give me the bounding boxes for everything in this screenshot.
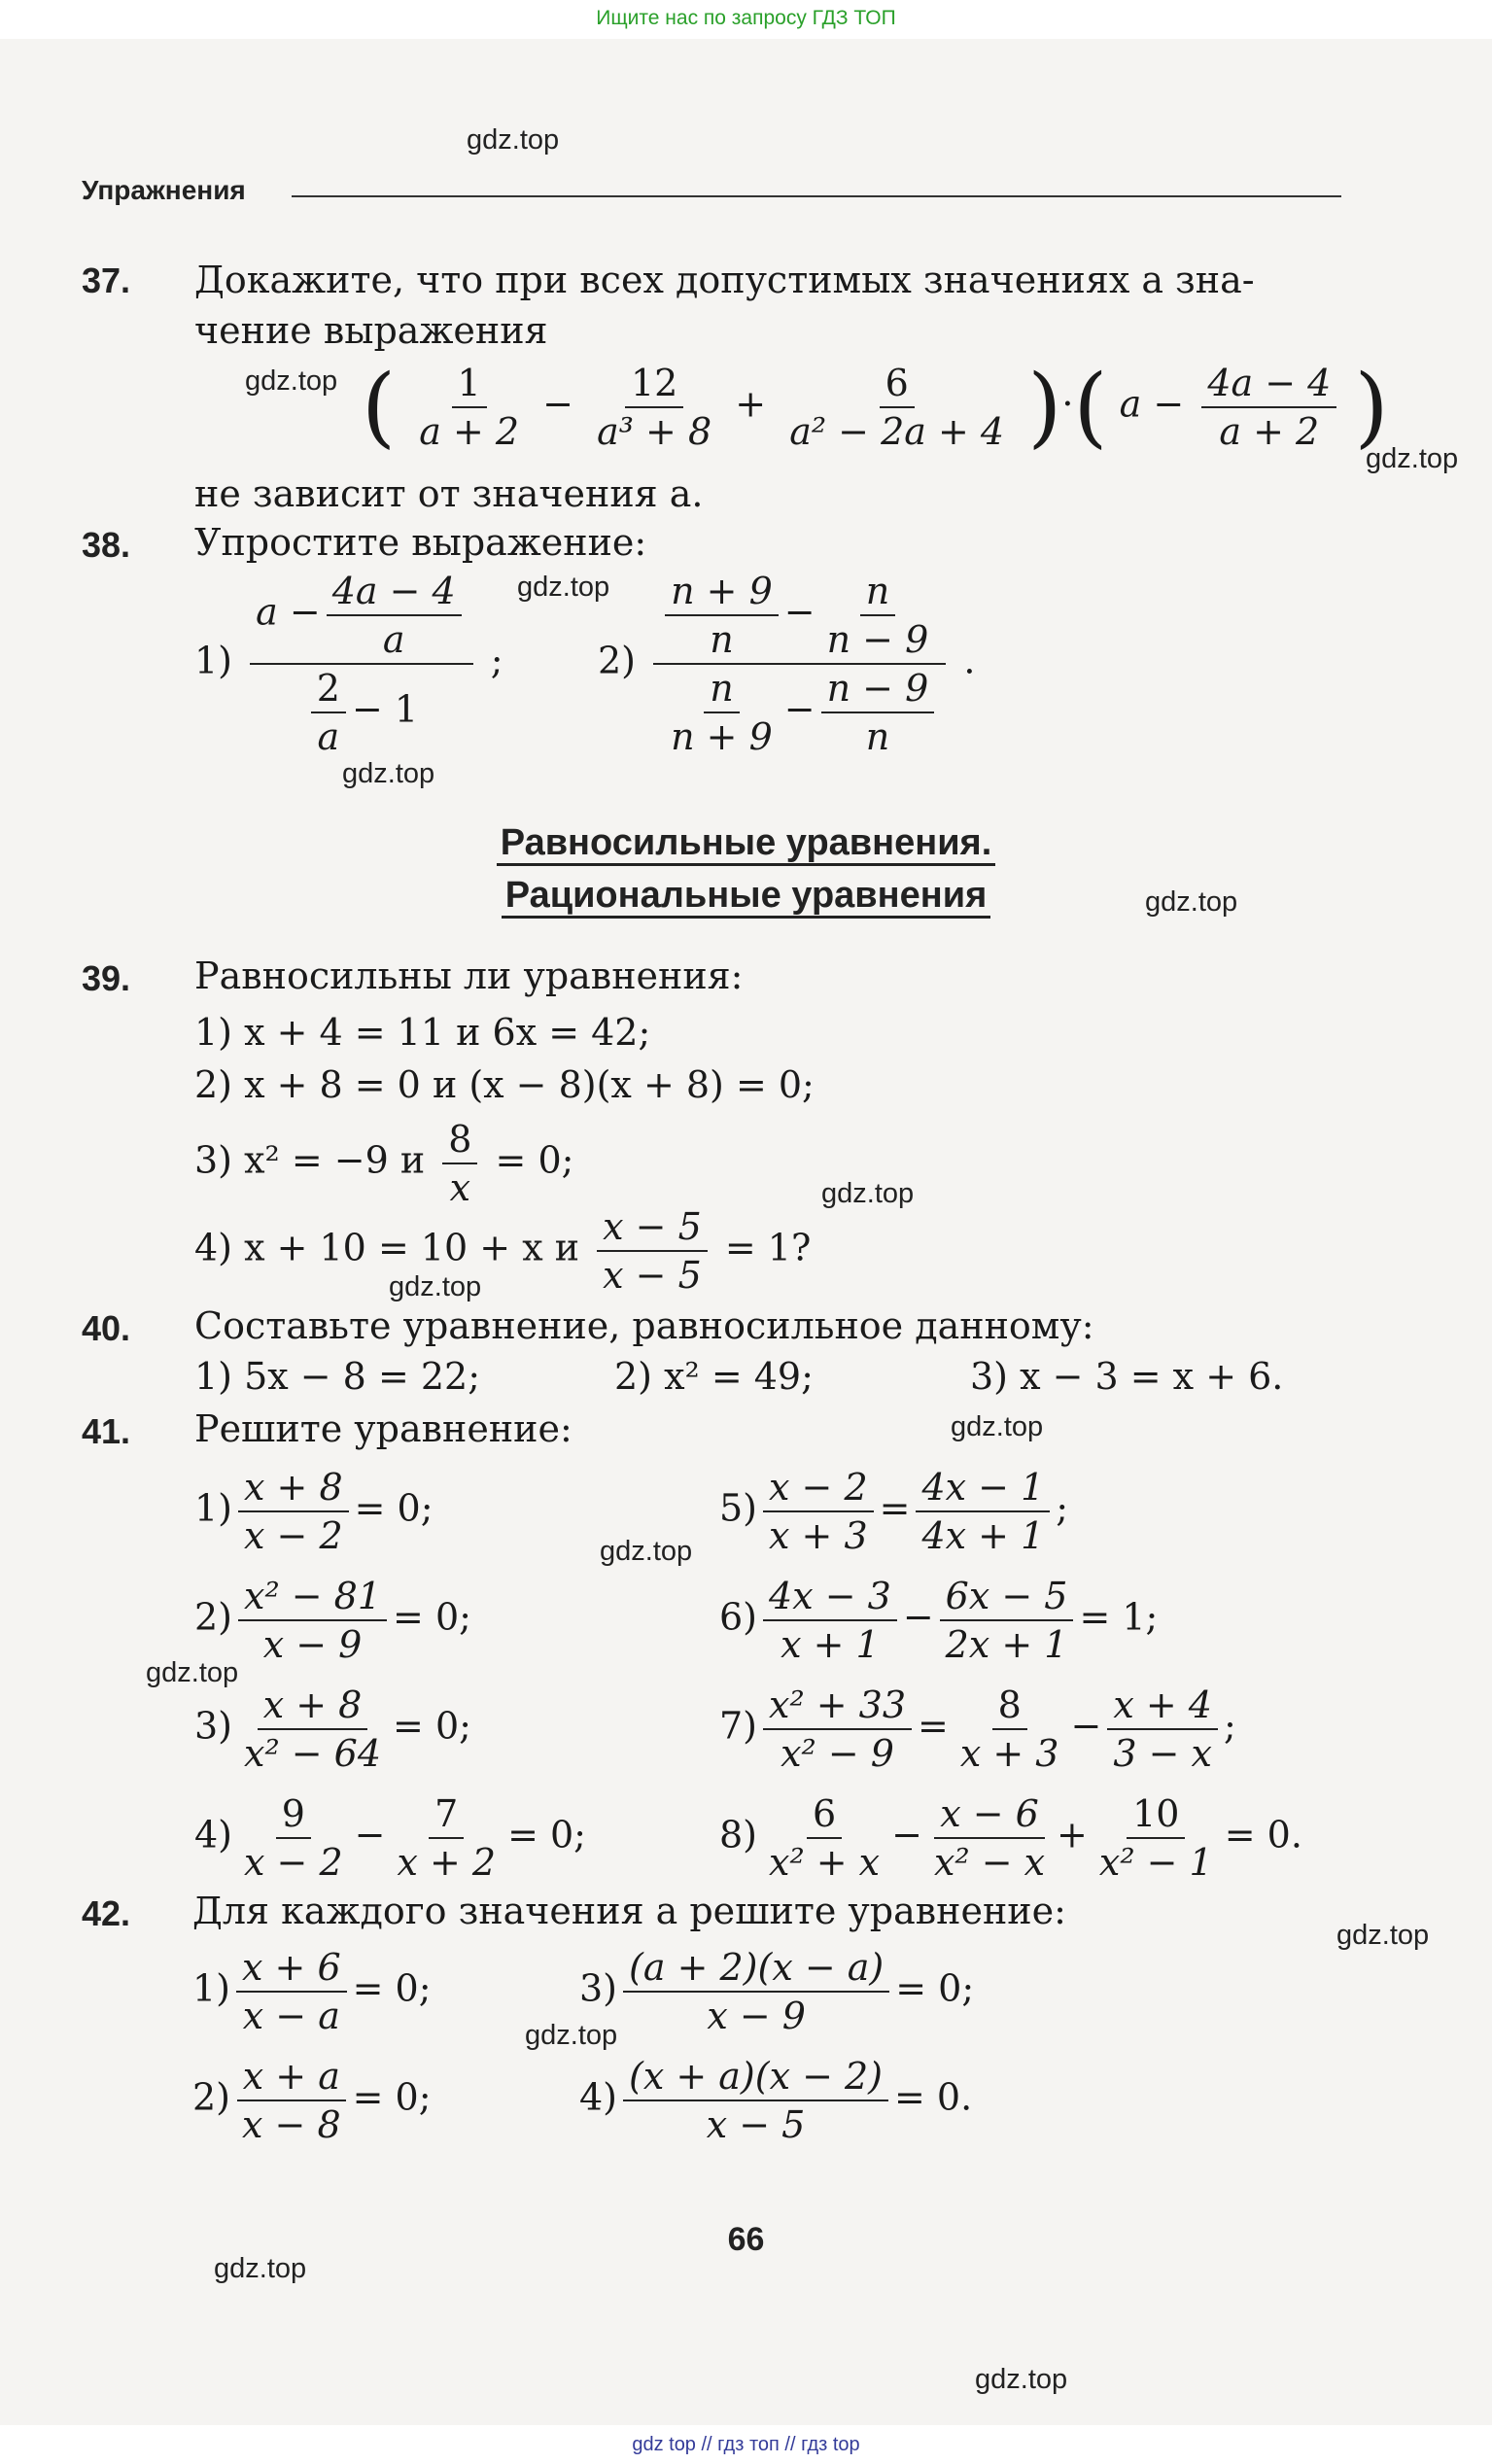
watermark: gdz.top bbox=[951, 1411, 1044, 1442]
math-line: 1) 5x − 8 = 22; bbox=[194, 1355, 481, 1398]
watermark: gdz.top bbox=[146, 1657, 239, 1688]
math-expression: 8) $\frac{6}{\text{x² + x}}$ − $\frac{x - 6}{\text{x² − x}}$ + $\frac{10}{\text{x² − 1}}$ = 0. bbox=[719, 1792, 1302, 1884]
watermark: gdz.top bbox=[975, 2364, 1068, 2395]
math-expression: 3) x² = −9 и $\frac{8}{x}$ = 0; bbox=[194, 1118, 574, 1209]
exercise-text: Составьте уравнение, равносильное данному: bbox=[194, 1304, 1094, 1347]
exercise-number: 37. bbox=[82, 260, 131, 300]
math-expression: 2) $\frac{x + a}{x - 8}$ = 0; bbox=[192, 2055, 432, 2146]
math-expression: 2) $\frac{n + 9}{n}$ − $\frac{n}{n - 9}$ $\frac{n}{n + 9}$ − $\frac{n - 9}{n}$ . bbox=[598, 570, 976, 758]
fraction: $\frac{4a - 4}{a + 2}$ bbox=[1201, 362, 1336, 453]
bottom-banner[interactable] bbox=[0, 2425, 1492, 2464]
exercise-number: 39. bbox=[82, 958, 131, 998]
fraction: $\frac{12}{\text{a³ + 8}}$ bbox=[597, 362, 712, 453]
math-line: 1) x + 4 = 11 и 6x = 42; bbox=[194, 1011, 651, 1054]
fraction: a − $\frac{4a - 4}{a}$ $\frac{2}{a}$ − 1 bbox=[250, 570, 473, 758]
math-expression: 1) $\frac{x + 8}{x - 2}$ = 0; bbox=[194, 1466, 434, 1557]
math-line: 2) x + 8 = 0 и (x − 8)(x + 8) = 0; bbox=[194, 1063, 815, 1106]
exercise-text: Для каждого значения a решите уравнение: bbox=[192, 1890, 1066, 1932]
exercise-number: 42. bbox=[82, 1893, 131, 1933]
math-expression: 1) $\frac{x + 6}{x - a}$ = 0; bbox=[192, 1946, 432, 2037]
watermark: gdz.top bbox=[1336, 1920, 1430, 1951]
exercise-number: 40. bbox=[82, 1308, 131, 1348]
top-banner[interactable] bbox=[0, 0, 1492, 39]
math-expression: 4) $\frac{(x + a)(x - 2)}{x - 5}$ = 0. bbox=[579, 2055, 973, 2146]
watermark: gdz.top bbox=[214, 2253, 307, 2284]
math-expression: 4) x + 10 = 10 + x и $\frac{x - 5}{x - 5}$ = 1? bbox=[194, 1205, 812, 1297]
watermark: gdz.top bbox=[389, 1271, 482, 1302]
section-divider bbox=[292, 195, 1341, 197]
chapter-heading: Равносильные уравнения. bbox=[0, 822, 1492, 864]
watermark: gdz.top bbox=[821, 1178, 915, 1209]
exercise-number: 41. bbox=[82, 1411, 131, 1451]
exercise-number: 38. bbox=[82, 525, 131, 565]
math-expression: 3) $\frac{(a + 2)(x - a)}{x - 9}$ = 0; bbox=[579, 1946, 975, 2037]
watermark: gdz.top bbox=[342, 758, 435, 789]
watermark: gdz.top bbox=[1145, 886, 1238, 918]
math-expression: 5) $\frac{x - 2}{x + 3}$ = $\frac{4x - 1}{4x + 1}$ ; bbox=[719, 1466, 1069, 1557]
fraction: $\frac{1}{a + 2}$ bbox=[419, 362, 520, 453]
math-expression: 2) $\frac{\text{x² − 81}}{x - 9}$ = 0; bbox=[194, 1575, 471, 1666]
exercise-text: Упростите выражение: bbox=[194, 521, 647, 564]
fraction: $\frac{x - 5}{x - 5}$ bbox=[597, 1205, 708, 1297]
watermark: gdz.top bbox=[467, 124, 560, 156]
math-expression: 1) a − $\frac{4a - 4}{a}$ $\frac{2}{a}$ − 1 ; bbox=[194, 570, 503, 758]
fraction: $\frac{6}{\text{a² − 2a + 4}}$ bbox=[789, 362, 1005, 453]
math-expression: ( $\frac{1}{a + 2}$ − $\frac{12}{\text{a³ + 8}}$ + $\frac{6}{\text{a² − 2a + 4}}$ )·( a − $\frac{4a - 4}{a + 2}$ ) bbox=[362, 356, 1389, 458]
math-expression: 4) $\frac{9}{x - 2}$ − $\frac{7}{x + 2}$ = 0; bbox=[194, 1792, 586, 1884]
watermark: gdz.top bbox=[517, 572, 610, 603]
fraction: $\frac{n + 9}{n}$ − $\frac{n}{n - 9}$ $\frac{n}{n + 9}$ − $\frac{n - 9}{n}$ bbox=[653, 570, 946, 758]
section-title: Упражнения bbox=[82, 175, 246, 205]
page-number: 66 bbox=[727, 2221, 765, 2258]
exercise-text: не зависит от значения a. bbox=[194, 472, 704, 515]
exercise-text: чение выражения bbox=[194, 309, 548, 352]
math-line: 3) x − 3 = x + 6. bbox=[970, 1355, 1284, 1398]
math-expression: 6) $\frac{4x - 3}{x + 1}$ − $\frac{6x - 5}{2x + 1}$ = 1; bbox=[719, 1575, 1159, 1666]
watermark: gdz.top bbox=[600, 1536, 693, 1567]
watermark: gdz.top bbox=[525, 2020, 618, 2051]
exercise-text: Равносильны ли уравнения: bbox=[194, 954, 744, 997]
fraction: $\frac{8}{x}$ bbox=[442, 1118, 477, 1209]
exercise-text: Докажите, что при всех допустимых значениях a зна- bbox=[194, 259, 1255, 301]
chapter-heading: Рациональные уравнения bbox=[0, 875, 1492, 917]
math-expression: 7) $\frac{\text{x² + 33}}{\text{x² − 9}}$ = $\frac{8}{x + 3}$ − $\frac{x + 4}{3 - x}$ ; bbox=[719, 1683, 1236, 1775]
watermark: gdz.top bbox=[245, 365, 338, 397]
exercise-text: Решите уравнение: bbox=[194, 1407, 573, 1450]
top-banner-text[interactable]: Ищите нас по запросу ГДЗ ТОП bbox=[596, 7, 896, 29]
math-expression: 3) $\frac{x + 8}{\text{x² − 64}}$ = 0; bbox=[194, 1683, 471, 1775]
math-line: 2) x² = 49; bbox=[614, 1355, 814, 1398]
bottom-banner-text[interactable]: gdz top // гдз топ // гдз top bbox=[632, 2434, 860, 2455]
watermark: gdz.top bbox=[1366, 443, 1459, 474]
